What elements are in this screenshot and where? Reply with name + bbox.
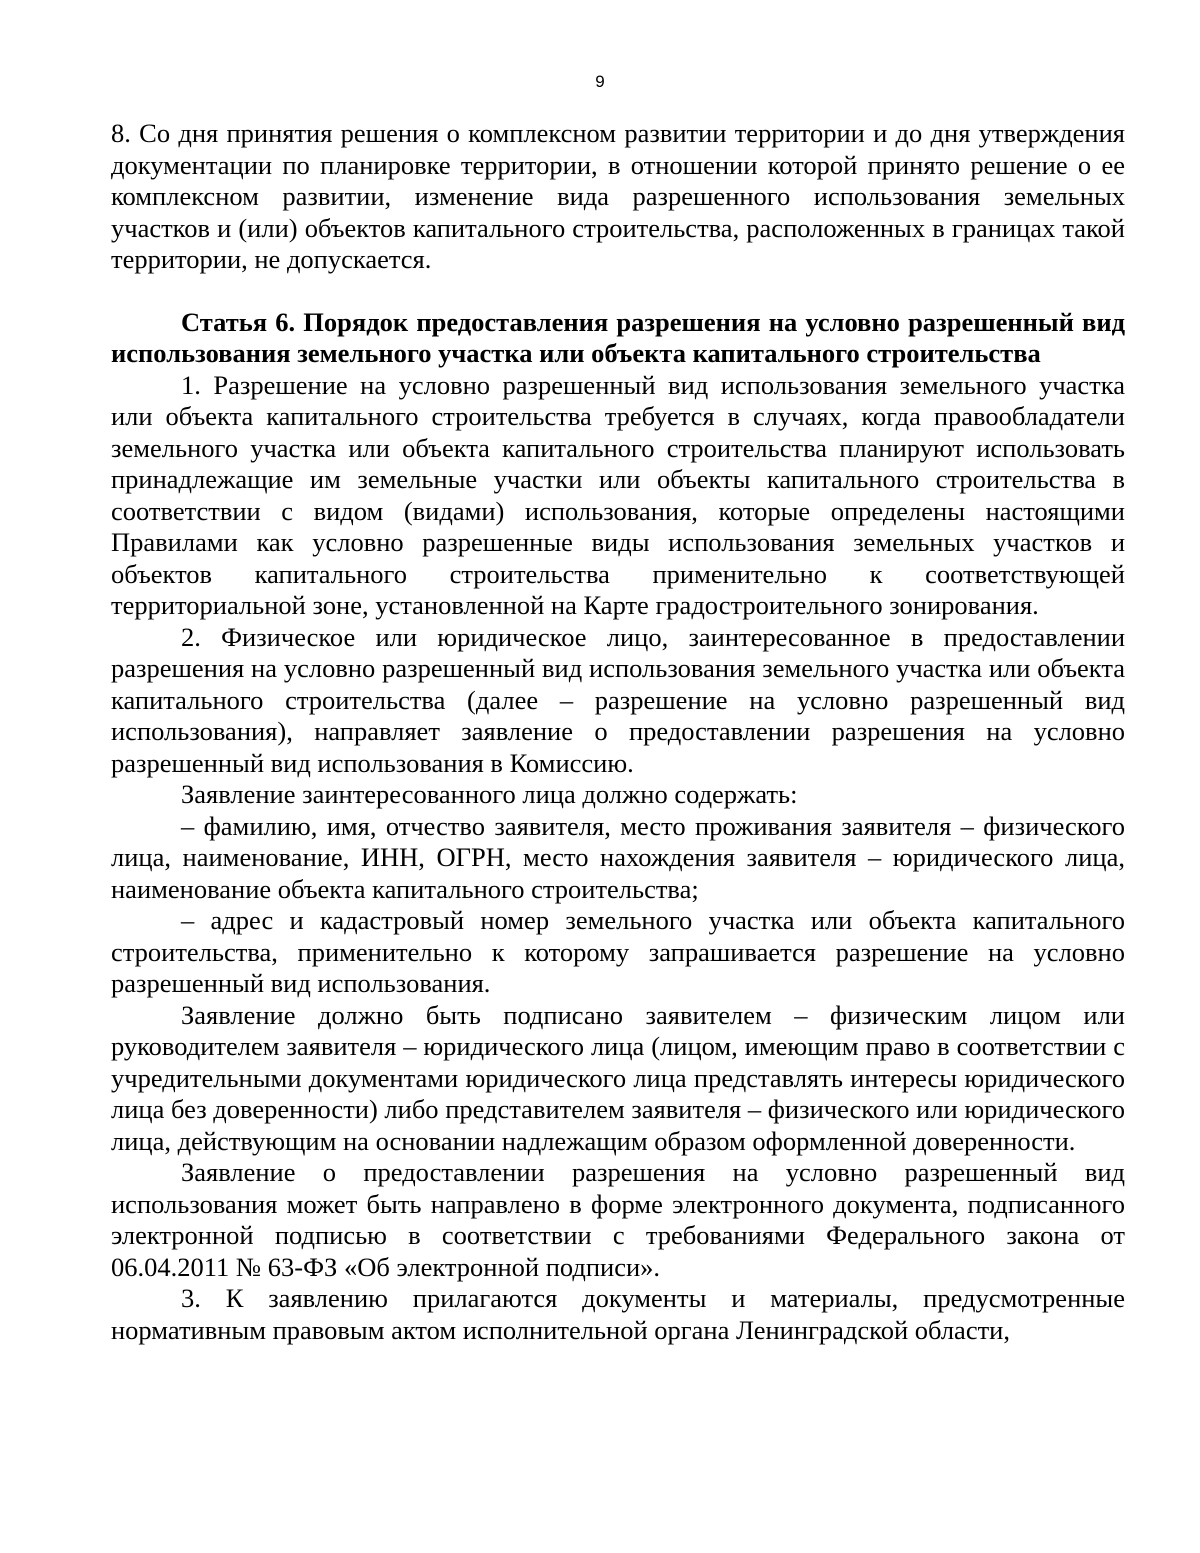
- page-number: 9: [595, 72, 605, 91]
- list-item-applicant-details: – фамилию, имя, отчество заявителя, место проживания заявителя – физического лица, наименование, ИНН, ОГРН, место нахождения заявителя – юридического лица, наименование объекта капитального строительства;: [111, 810, 1125, 904]
- document-body: [111, 118, 1125, 1346]
- paragraph-1: 1. Разрешение на условно разрешенный вид использования земельного участка или объекта капитального строительства требуется в случаях, когда правообладатели земельного участка или объекта капитального строительства планируют использовать принадлежащие им земельные участки или объекты капитального строительства в соответствии с видом (видами) использования, которые определены настоящими Правилами как условно разрешенные виды использования земельных участков и объектов капитального строительства применительно к соответствующей территориальной зоне, установленной на Карте градостроительного зонирования.: [111, 369, 1125, 620]
- paragraph-electronic-form: Заявление о предоставлении разрешения на условно разрешенный вид использования может быть направлено в форме электронного документа, подписанного электронной подписью в соответствии с требованиями Федерального закона от 06.04.2011 № 63-ФЗ «Об электронной подписи».: [111, 1157, 1125, 1282]
- paragraph-8: 8. Со дня принятия решения о комплексном развитии территории и до дня утверждения документации по планировке территории, в отношении которой принято решение о ее комплексном развитии, изменение вида разрешенного использования земельных участков и (или) объектов капитального строительства, расположенных в границах такой территории, не допускается.: [111, 118, 1125, 274]
- paragraph-2: 2. Физическое или юридическое лицо, заинтересованное в предоставлении разрешения на условно разрешенный вид использования земельного участка или объекта капитального строительства (далее – разрешение на условно разрешенный вид использования), направляет заявление о предоставлении разрешения на условно разрешенный вид использования в Комиссию.: [111, 621, 1125, 778]
- paragraph-signature: Заявление должно быть подписано заявителем – физическим лицом или руководителем заявителя – юридического лица (лицом, имеющим право в соответствии с учредительными документами юридического лица представлять интересы юридического лица без доверенности) либо представителем заявителя – физического или юридического лица, действующим на основании надлежащим образом оформленной доверенности.: [111, 999, 1125, 1156]
- application-contents-intro: Заявление заинтересованного лица должно содержать:: [181, 779, 798, 809]
- paragraph-3: 3. К заявлению прилагаются документы и материалы, предусмотренные нормативным правовым актом исполнительной органа Ленинградской области,: [111, 1283, 1125, 1345]
- list-item-address: – адрес и кадастровый номер земельного участка или объекта капитального строительства, применительно к которому запрашивается разрешение на условно разрешенный вид использования.: [111, 905, 1125, 998]
- article-heading: Статья 6. Порядок предоставления разрешения на условно разрешенный вид использования земельного участка или объекта капитального строительства: [111, 306, 1125, 368]
